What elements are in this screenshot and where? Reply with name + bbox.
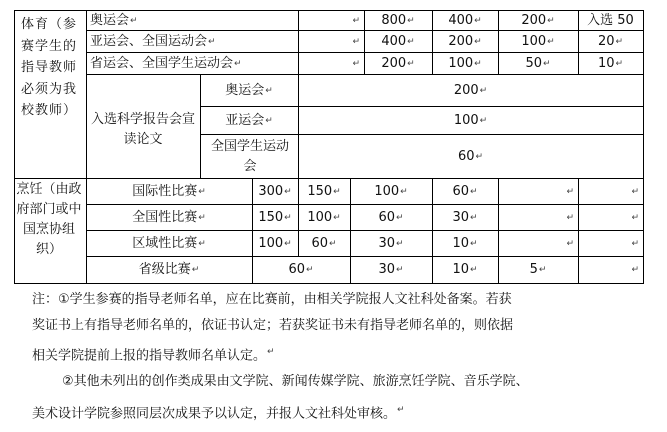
paragraph-mark-icon [547,35,555,49]
cell-value: 60 [452,183,469,199]
cell-value: 800 [381,12,407,28]
paragraph-mark-icon [284,185,292,199]
table-cell [350,205,432,230]
table-border-left [14,10,15,284]
table-cell [578,31,643,52]
cell-value: 100 [258,235,284,251]
paragraph-mark-icon [616,57,624,71]
cell-value: 30 [452,209,469,225]
table-cell [498,205,578,230]
table-cell [298,231,350,256]
paragraph-mark-icon [631,237,639,251]
cell-value: 30 [378,235,395,251]
paragraph-mark-icon [631,185,639,199]
paragraph-mark-icon [208,35,216,49]
cell-value: 10 [452,235,469,251]
table-cell [86,31,296,52]
paragraph-mark-icon [198,211,206,225]
table-cell [364,11,432,30]
paragraph-mark-icon [407,14,415,28]
sports-group-label [16,14,82,174]
cell-value: 50 [525,55,542,71]
row-name: 全国学生运动会 [210,139,289,174]
table-cell [298,107,643,134]
paragraph-mark-icon [631,263,639,277]
table-cell [298,11,364,30]
table-cell [498,11,578,30]
table-cell [350,179,432,204]
cell-value: 60 [311,235,328,251]
paragraph-mark-icon [474,57,482,71]
table-border-bottom [14,283,644,284]
cell-value: 200 [381,55,407,71]
paragraph-mark-icon [547,14,555,28]
paragraph-mark-icon [407,35,415,49]
table-cell [578,11,643,30]
paragraph-mark-icon [352,14,360,28]
table-cell [432,205,498,230]
paragraph-mark-icon [407,57,415,71]
paragraph-mark-icon [470,237,478,251]
table-cell [298,179,350,204]
table-cell [432,53,498,74]
table-cell [252,231,298,256]
paragraph-mark-icon [265,84,273,98]
paragraph-mark-icon [474,35,482,49]
table-cell [350,231,432,256]
row-name: 全国性比赛 [132,209,198,225]
table-cell [432,31,498,52]
paper-label [90,110,196,150]
table-cell [364,31,432,52]
table-cell [498,53,578,74]
cell-value: 400 [381,33,407,49]
paper-label-text: 入选科学报告会宣读论文 [90,112,195,147]
paragraph-mark-icon [198,237,206,251]
note-1-line-3-text: 相关学院提前上报的指导教师名单认定。 [32,348,267,364]
cell-value: 150 [258,209,284,225]
paragraph-mark-icon [352,35,360,49]
note-1-line-3 [32,342,275,366]
paragraph-mark-icon [476,150,484,164]
table-cell [86,231,252,256]
table-cell [578,179,643,204]
paragraph-mark-icon [333,211,341,225]
table-cell [200,107,298,134]
paragraph-mark-icon [470,185,478,199]
table-cell [498,231,578,256]
cell-value: 100 [448,55,474,71]
table-cell [498,257,578,283]
table-cell [498,31,578,52]
paragraph-mark-icon [480,84,488,98]
table-cell [432,231,498,256]
cell-value: 100 [521,33,547,49]
table-cell [350,257,432,283]
table-cell [298,31,364,52]
row-name: 省运会、全国学生运动会 [90,55,234,71]
note-2-line-1: ②其他未列出的创作类成果由文学院、新闻传媒学院、旅游烹饪学院、音乐学院、 [62,374,529,389]
note-2-line-2-text: 美术设计学院参照同层次成果予以认定，并报人文社科处审核。 [32,406,397,422]
paragraph-mark-icon [306,263,314,277]
row-name: 奥运会 [225,82,265,98]
table-cell [86,205,252,230]
paragraph-mark-icon [265,114,273,128]
cell-value: 入选 50 [587,12,634,28]
cell-value: 10 [597,55,615,71]
paragraph-mark-icon [352,57,360,71]
paragraph-mark-icon [396,211,404,225]
row-name: 区域性比赛 [132,235,198,251]
cell-value: 150 [307,183,333,199]
paragraph-mark-icon [234,57,242,71]
cell-value: 60 [378,209,395,225]
table-cell [86,11,296,30]
paragraph-mark-icon [616,35,624,49]
table-cell [298,135,643,178]
table-cell [432,11,498,30]
cell-value: 10 [452,262,469,277]
table-cell [86,257,252,283]
paragraph-mark-icon [198,185,206,199]
paragraph-mark-icon [284,237,292,251]
paragraph-mark-icon [284,211,292,225]
paragraph-mark-icon [543,57,551,71]
paragraph-mark-icon [474,14,482,28]
cell-value: 200 [521,12,547,28]
note-2-line-2 [32,400,405,424]
cell-value: 300 [258,183,284,199]
paragraph-mark-icon [566,237,574,251]
table-cell [298,205,350,230]
table-cell [206,137,294,177]
cell-value: 30 [378,262,395,277]
row-name: 省级比赛 [138,262,191,277]
cooking-group-label [16,180,82,282]
table-cell [498,179,578,204]
row-name: 国际性比赛 [132,183,198,199]
cell-value: 5 [529,262,538,277]
table-cell [86,179,252,204]
table-cell [364,53,432,74]
paragraph-mark-icon [470,211,478,225]
table-border-right [643,10,644,284]
paragraph-mark-icon [333,185,341,199]
cell-value: 60 [288,262,305,277]
cooking-group-label-text: 烹饪（由政府部门或中国烹协组织） [16,182,82,257]
paragraph-mark-icon [130,14,138,28]
table-cell [252,205,298,230]
table-cell [432,179,498,204]
paragraph-mark-icon [400,185,408,199]
paragraph-mark-icon [396,263,404,277]
table-cell [298,75,643,106]
table-cell [578,205,643,230]
paragraph-mark-icon [396,237,404,251]
paragraph-mark-icon [267,347,275,357]
award-points-table [14,10,644,287]
table-cell [298,53,364,74]
row-name: 奥运会 [90,12,130,28]
cell-value: 400 [448,12,474,28]
paragraph-mark-icon [566,211,574,225]
table-cell [578,53,643,74]
sports-group-label-text: 体育（参赛学生的指导教师必须为我校教师） [20,17,77,118]
table-cell [578,231,643,256]
table-cell [252,257,350,283]
cell-value: 100 [453,112,479,128]
table-cell [578,257,643,283]
table-cell [86,53,296,74]
paragraph-mark-icon [566,185,574,199]
cell-value: 20 [597,33,615,49]
table-cell [432,257,498,283]
paragraph-mark-icon [539,263,547,277]
paragraph-mark-icon [329,237,337,251]
paragraph-mark-icon [192,263,200,277]
cell-value: 200 [453,82,479,98]
paragraph-mark-icon [470,263,478,277]
note-1-line-2: 奖证书上有指导老师名单的，依证书认定；若获奖证书未有指导老师名单的，则依据 [32,318,514,333]
cell-value: 60 [457,148,475,164]
cell-value: 100 [374,183,400,199]
row-name: 亚运会 [225,112,265,128]
table-cell [252,179,298,204]
cell-value: 200 [448,33,474,49]
paragraph-mark-icon [631,211,639,225]
table-cell [200,75,298,106]
paragraph-mark-icon [397,405,405,415]
row-name: 亚运会、全国运动会 [90,33,208,49]
note-1-line-1: 注：①学生参赛的指导老师名单，应在比赛前，由相关学院报人文社科处备案。若获 [32,292,512,307]
cell-value: 100 [307,209,333,225]
paragraph-mark-icon [480,114,488,128]
